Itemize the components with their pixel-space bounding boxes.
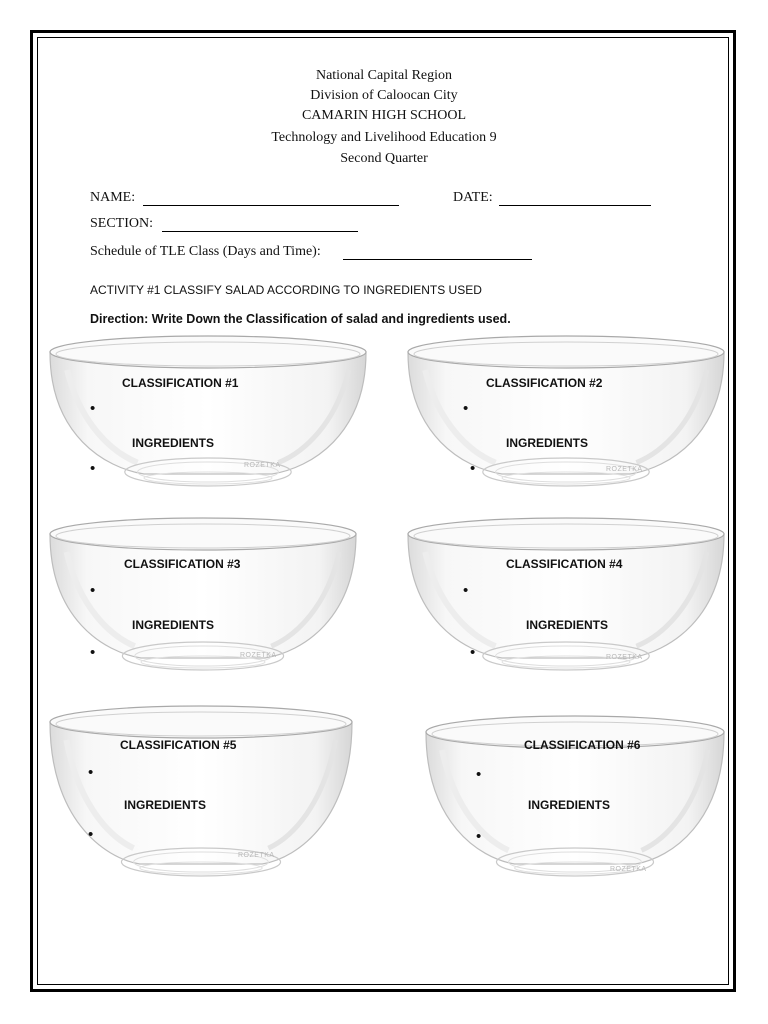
watermark: ROZETKA xyxy=(238,852,275,859)
classification-label: CLASSIFICATION #1 xyxy=(122,376,239,390)
watermark: ROZETKA xyxy=(606,466,643,473)
glass-bowl-image xyxy=(406,330,726,500)
ingredients-answer-bullet[interactable]: • xyxy=(470,460,476,477)
date-label: DATE: xyxy=(453,190,493,205)
ingredients-answer-bullet[interactable]: • xyxy=(88,826,94,843)
activity-title: ACTIVITY #1 CLASSIFY SALAD ACCORDING TO INGREDIENTS USED xyxy=(90,283,482,297)
classification-label: CLASSIFICATION #4 xyxy=(506,557,623,571)
salad-bowl-card xyxy=(406,330,726,500)
section-label: SECTION: xyxy=(90,216,153,231)
direction-text: Direction: Write Down the Classification of salad and ingredients used. xyxy=(90,312,511,326)
classification-answer-bullet[interactable]: • xyxy=(90,582,96,599)
ingredients-label: INGREDIENTS xyxy=(506,436,589,450)
ingredients-label: INGREDIENTS xyxy=(124,798,207,812)
salad-bowl-card xyxy=(48,330,368,500)
section-field[interactable] xyxy=(162,231,358,232)
header-division: Division of Caloocan City xyxy=(310,88,458,103)
ingredients-answer-bullet[interactable]: • xyxy=(90,460,96,477)
classification-label: CLASSIFICATION #5 xyxy=(120,738,237,752)
ingredients-label: INGREDIENTS xyxy=(526,618,609,632)
ingredients-label: INGREDIENTS xyxy=(528,798,611,812)
name-label: NAME: xyxy=(90,190,136,205)
salad-bowl-card xyxy=(48,700,354,890)
ingredients-answer-bullet[interactable]: • xyxy=(476,828,482,845)
schedule-label: Schedule of TLE Class (Days and Time): xyxy=(90,244,321,259)
glass-bowl-image xyxy=(48,330,368,500)
classification-answer-bullet[interactable]: • xyxy=(463,400,469,417)
watermark: ROZETKA xyxy=(240,652,277,659)
classification-answer-bullet[interactable]: • xyxy=(90,400,96,417)
watermark: ROZETKA xyxy=(244,462,281,469)
quarter-label: Second Quarter xyxy=(340,151,428,166)
ingredients-label: INGREDIENTS xyxy=(132,618,215,632)
ingredients-answer-bullet[interactable]: • xyxy=(470,644,476,661)
classification-answer-bullet[interactable]: • xyxy=(463,582,469,599)
ingredients-answer-bullet[interactable]: • xyxy=(90,644,96,661)
classification-label: CLASSIFICATION #2 xyxy=(486,376,603,390)
glass-bowl-image xyxy=(48,700,354,890)
date-field[interactable] xyxy=(499,205,651,206)
schedule-field[interactable] xyxy=(343,259,532,260)
name-field[interactable] xyxy=(143,205,399,206)
school-name: CAMARIN HIGH SCHOOL xyxy=(301,108,467,123)
header-region: National Capital Region xyxy=(315,68,453,83)
classification-label: CLASSIFICATION #3 xyxy=(124,557,241,571)
salad-bowl-card xyxy=(48,512,358,684)
glass-bowl-image xyxy=(406,512,726,684)
salad-bowl-card xyxy=(406,512,726,684)
classification-answer-bullet[interactable]: • xyxy=(476,766,482,783)
ingredients-label: INGREDIENTS xyxy=(132,436,215,450)
watermark: ROZETKA xyxy=(606,654,643,661)
watermark: ROZETKA xyxy=(610,866,647,873)
classification-label: CLASSIFICATION #6 xyxy=(524,738,641,752)
subject-title: Technology and Livelihood Education 9 xyxy=(271,130,497,145)
salad-bowl-card xyxy=(424,710,726,890)
classification-answer-bullet[interactable]: • xyxy=(88,764,94,781)
